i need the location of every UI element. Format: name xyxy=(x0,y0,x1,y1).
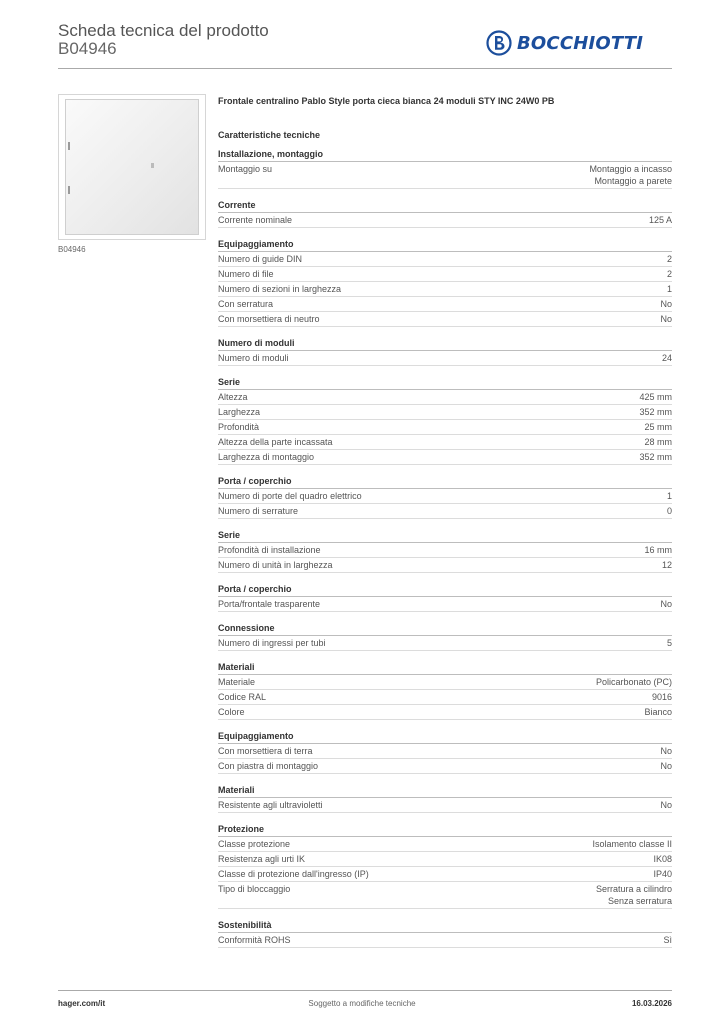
bocchiotti-logo-icon xyxy=(486,30,512,56)
spec-label: Classe protezione xyxy=(218,839,291,849)
spec-label: Resistente agli ultravioletti xyxy=(218,800,323,810)
section-title: Materiali xyxy=(218,785,672,798)
spec-row xyxy=(218,450,672,465)
header-divider xyxy=(58,68,672,69)
spec-value: IP40 xyxy=(653,869,672,879)
footer-notice: Soggetto a modifiche tecniche xyxy=(308,999,416,1008)
spec-value: 5 xyxy=(666,638,672,648)
product-name: Frontale centralino Pablo Style porta cieca bianca 24 moduli STY INC 24W0 PB xyxy=(218,96,555,106)
section-title: Protezione xyxy=(218,824,672,837)
spec-value: No xyxy=(660,761,672,771)
spec-label: Conformità ROHS xyxy=(218,935,291,945)
spec-row xyxy=(218,405,672,420)
spec-label: Resistenza agli urti IK xyxy=(218,854,306,864)
spec-label: Larghezza xyxy=(218,407,261,417)
spec-label: Altezza della parte incassata xyxy=(218,437,333,447)
spec-value: Policarbonato (PC) xyxy=(595,677,672,687)
spec-row xyxy=(218,744,672,759)
spec-label: Profondità xyxy=(218,422,260,432)
spec-label: Con piastra di montaggio xyxy=(218,761,319,771)
spec-row xyxy=(218,933,672,948)
spec-value: 9016 xyxy=(651,692,672,702)
spec-value: 12 xyxy=(661,560,672,570)
spec-row xyxy=(218,297,672,312)
spec-value: 425 mm xyxy=(639,392,672,402)
spec-value: No xyxy=(660,746,672,756)
spec-value: No xyxy=(660,599,672,609)
spec-row xyxy=(218,252,672,267)
spec-label: Numero di ingressi per tubi xyxy=(218,638,326,648)
spec-value: 28 mm xyxy=(644,437,672,447)
spec-value: 1 xyxy=(666,284,672,294)
spec-label: Numero di serrature xyxy=(218,506,299,516)
spec-row xyxy=(218,759,672,774)
image-caption: B04946 xyxy=(58,245,86,254)
spec-value: No xyxy=(660,314,672,324)
product-code: B04946 xyxy=(58,39,117,58)
spec-value: Serratura a cilindro Senza serratura xyxy=(595,884,672,906)
spec-row xyxy=(218,882,672,909)
section-title: Equipaggiamento xyxy=(218,731,672,744)
spec-label: Numero di guide DIN xyxy=(218,254,303,264)
spec-value: No xyxy=(660,299,672,309)
spec-label: Corrente nominale xyxy=(218,215,293,225)
section-title: Sostenibilità xyxy=(218,920,672,933)
brand-name: BOCCHIOTTI xyxy=(517,32,644,54)
spec-label: Porta/frontale trasparente xyxy=(218,599,321,609)
spec-label: Con morsettiera di terra xyxy=(218,746,313,756)
spec-value: 24 xyxy=(661,353,672,363)
spec-row xyxy=(218,312,672,327)
hinge-top xyxy=(68,142,70,150)
hinge-bottom xyxy=(68,186,70,194)
page-title: Scheda tecnica del prodotto xyxy=(58,21,269,40)
spec-row xyxy=(218,798,672,813)
spec-value: Montaggio a incasso Montaggio a parete xyxy=(589,164,672,186)
section-title: Numero di moduli xyxy=(218,338,672,351)
footer-website: hager.com/it xyxy=(58,999,106,1008)
spec-value: 352 mm xyxy=(639,452,672,462)
spec-label: Larghezza di montaggio xyxy=(218,452,315,462)
spec-row xyxy=(218,267,672,282)
spec-content xyxy=(218,96,672,948)
spec-value: 2 xyxy=(666,254,672,264)
spec-label: Profondità di installazione xyxy=(218,545,321,555)
section-title: Porta / coperchio xyxy=(218,584,672,597)
door-latch xyxy=(151,163,154,168)
spec-row xyxy=(218,504,672,519)
spec-label: Numero di moduli xyxy=(218,353,289,363)
spec-label: Materiale xyxy=(218,677,256,687)
spec-label: Numero di file xyxy=(218,269,274,279)
spec-value: 2 xyxy=(666,269,672,279)
spec-row xyxy=(218,837,672,852)
spec-row xyxy=(218,867,672,882)
section-title: Porta / coperchio xyxy=(218,476,672,489)
spec-label: Montaggio su xyxy=(218,164,273,174)
spec-value: 1 xyxy=(666,491,672,501)
spec-value: 352 mm xyxy=(639,407,672,417)
spec-row xyxy=(218,420,672,435)
technical-features-heading: Caratteristiche tecniche xyxy=(218,130,321,140)
spec-label: Con serratura xyxy=(218,299,274,309)
spec-row xyxy=(218,543,672,558)
spec-value: 125 A xyxy=(648,215,672,225)
spec-row xyxy=(218,351,672,366)
spec-label: Numero di porte del quadro elettrico xyxy=(218,491,362,501)
section-title: Equipaggiamento xyxy=(218,239,672,252)
spec-value: No xyxy=(660,800,672,810)
spec-row xyxy=(218,435,672,450)
spec-row xyxy=(218,705,672,720)
spec-row xyxy=(218,213,672,228)
spec-value: 16 mm xyxy=(644,545,672,555)
spec-value: Bianco xyxy=(644,707,672,717)
spec-row xyxy=(218,558,672,573)
spec-row xyxy=(218,489,672,504)
spec-label: Numero di sezioni in larghezza xyxy=(218,284,342,294)
footer-date: 16.03.2026 xyxy=(631,999,672,1008)
spec-row xyxy=(218,597,672,612)
spec-label: Colore xyxy=(218,707,245,717)
spec-label: Altezza xyxy=(218,392,248,402)
spec-row xyxy=(218,282,672,297)
spec-row xyxy=(218,690,672,705)
spec-label: Con morsettiera di neutro xyxy=(218,314,320,324)
panel-door xyxy=(65,99,199,235)
section-title: Installazione, montaggio xyxy=(218,149,672,162)
footer-divider xyxy=(58,990,672,991)
spec-value: Isolamento classe II xyxy=(592,839,672,849)
section-title: Serie xyxy=(218,377,672,390)
spec-value: IK08 xyxy=(653,854,672,864)
spec-row xyxy=(218,390,672,405)
spec-row xyxy=(218,636,672,651)
section-title: Corrente xyxy=(218,200,672,213)
spec-label: Classe di protezione dall'ingresso (IP) xyxy=(218,869,369,879)
spec-row xyxy=(218,162,672,189)
spec-label: Numero di unità in larghezza xyxy=(218,560,333,570)
section-title: Serie xyxy=(218,530,672,543)
spec-value: 0 xyxy=(666,506,672,516)
section-title: Connessione xyxy=(218,623,672,636)
spec-label: Codice RAL xyxy=(218,692,267,702)
product-image xyxy=(58,94,206,240)
spec-row xyxy=(218,675,672,690)
spec-value: 25 mm xyxy=(644,422,672,432)
spec-row xyxy=(218,852,672,867)
brand-logo xyxy=(486,30,643,56)
spec-value: Sì xyxy=(663,935,672,945)
section-title: Materiali xyxy=(218,662,672,675)
spec-label: Tipo di bloccaggio xyxy=(218,884,291,894)
